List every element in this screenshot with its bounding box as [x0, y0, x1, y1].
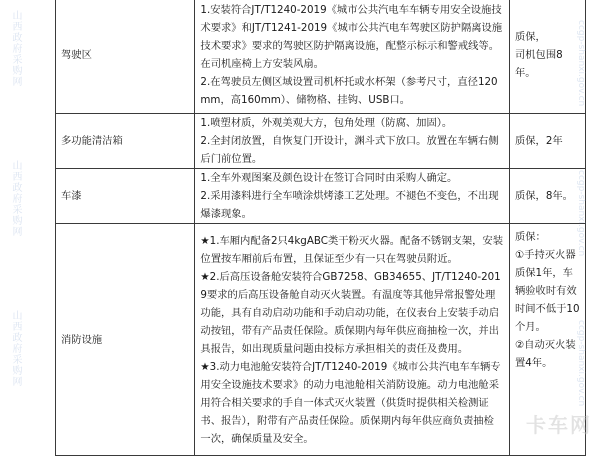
desc-line: 1.全车外观图案及颜色设计在签订合同时由采购人确定。 [200, 172, 458, 184]
desc-line: ★1.车厢内配备2只4kgABC类干粉灭火器。配备不锈钢支架，安装位置按车厢前后布置，且保证至少有一只在驾驶员附近。 [200, 234, 504, 265]
warranty-line: 质保， [514, 31, 546, 43]
warranty-line: ①手持灭火器质保1年，车辆验收时有效时间不低于10个月。 [514, 249, 580, 333]
table-row [56, 114, 586, 169]
brand-watermark: 卡车网 [526, 413, 592, 437]
warranty-line: 质保： [514, 231, 546, 243]
desc-line: 2.全封闭放置，自恢复门开设计，渊斗式下放口。放置在车辆右侧后门前位置。 [200, 135, 499, 165]
watermark-text: 山西政府采购网 [10, 160, 21, 237]
spec-table [55, 0, 586, 456]
item-cell: 驾驶区 [56, 0, 195, 114]
desc-line: 1.安装符合JT/T1240-2019《城市公共汽电车车辆专用安全设施技术要求》和JT/T1241-2019《城市公共汽电车驾驶区防护隔离设施技术要求》要求的驾驶区防护隔离设施，配整示标示和警戒线等。在司机座椅上方安装风扇。 [200, 4, 503, 70]
desc-line: 2.在驾驶员左侧区域设置司机杯托或水杯架（参考尺寸，直径120mm，高160mm）、储物格、挂钩、USB口。 [200, 76, 498, 106]
table-row [56, 0, 586, 114]
table-row [56, 224, 586, 456]
warranty-cell [509, 0, 585, 114]
watermark-text: 山西政府采购网 [10, 310, 21, 387]
warranty-line: ②自动灭火装置4年。 [514, 339, 576, 369]
desc-line: 1.喷塑材质，外观美观大方，包角处理（防腐、加固）。 [200, 117, 453, 129]
warranty-cell [509, 224, 585, 456]
desc-cell [195, 224, 510, 456]
warranty-cell [509, 169, 585, 224]
item-cell: 车漆 [56, 169, 195, 224]
warranty-cell [509, 114, 585, 169]
watermark-text: ccgp-shanxi.gov.cn [576, 20, 586, 107]
desc-line: ★2.后高压设备舱安装符合GB7258、GB34655、JT/T1240-2019要求的后高压设备舱自动灭火装置。有温度等其他异常报警处理功能，具有自动启动功能和手动启动功能，在仪表台上安装手动启动按钮，带有产品责任保险。质保期内每年供应商抽检一次，并出具报告，如出现质量问题由投标方承担相关的责任及费用。 [200, 270, 501, 355]
warranty-line: 司机包围8年。 [514, 49, 563, 79]
warranty-line: 质保，8年。 [514, 190, 573, 202]
item-cell: 消防设施 [56, 224, 195, 456]
table-row [56, 169, 586, 224]
desc-cell [195, 114, 510, 169]
desc-cell [195, 169, 510, 224]
watermark-text: 山西政府采购网 [10, 10, 21, 87]
desc-cell [195, 0, 510, 114]
desc-line: ★3.动力电池舱安装符合JT/T1240-2019《城市公共汽电车车辆专用安全设施技术要求》的动力电池舱相关消防设施。动力电池舱采用符合相关要求的手自一体式灭火装置（供货时提供相关检测证书、报告），附带有产品责任保险。质保期内每年供应商负责抽检一次，确保质量及安全。 [200, 360, 501, 445]
watermark-left [2, 0, 36, 444]
desc-line: 2.采用漆料进行全车喷涂烘烤漆工艺处理。不褪色不变色，不出现爆漆现象。 [200, 190, 499, 220]
warranty-line: 质保，2年 [514, 135, 563, 147]
watermark-text: ccgp-shanxi.gov.cn [576, 320, 586, 407]
watermark-text: ccgp-shanxi.gov.cn [576, 170, 586, 257]
item-cell: 多功能清洁箱 [56, 114, 195, 169]
